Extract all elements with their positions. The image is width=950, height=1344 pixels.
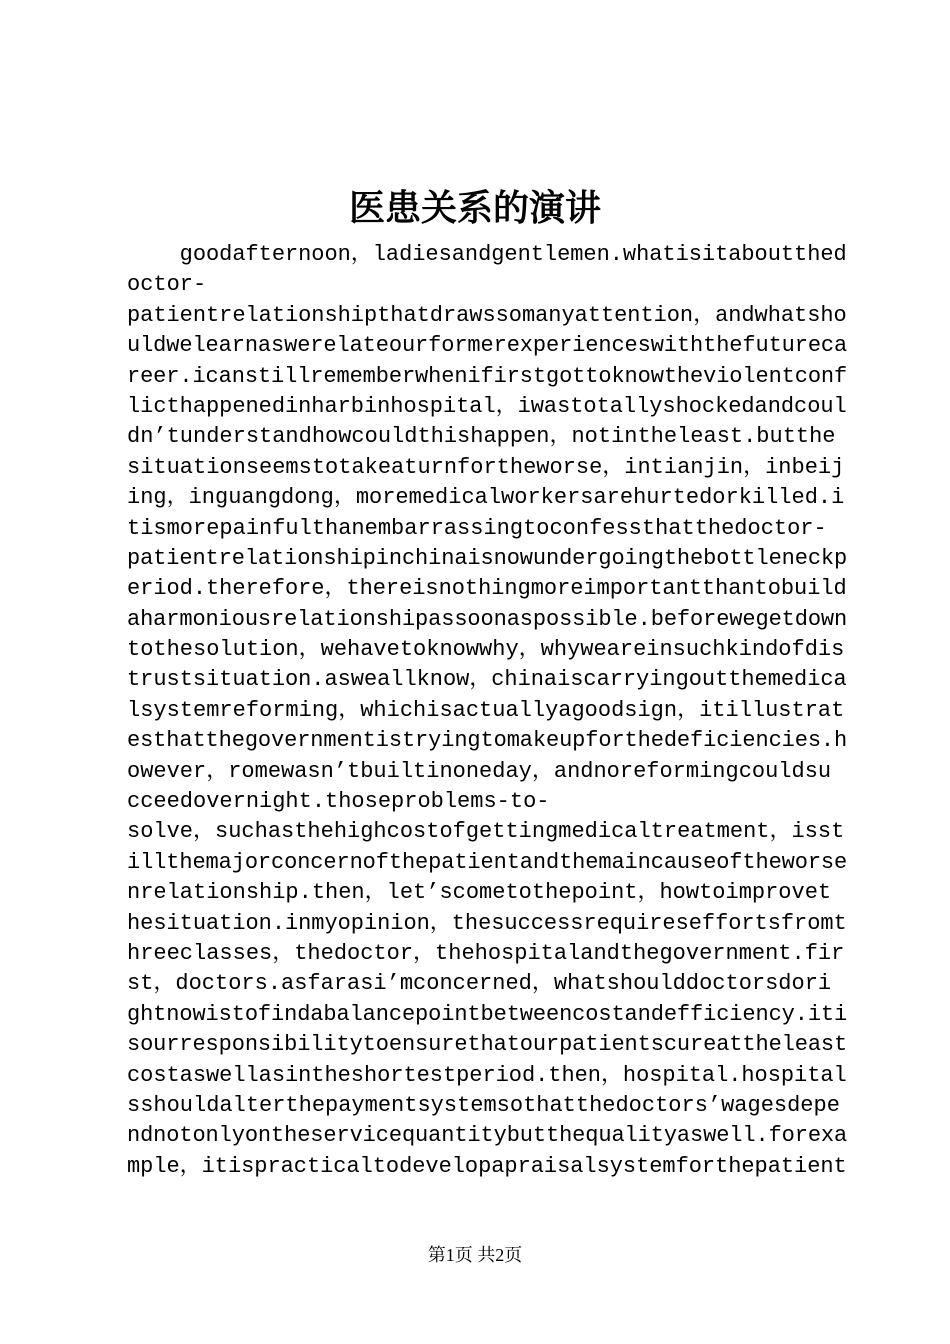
body-line: lsystemreforming，whichisactuallyagoodsign，itillustrat [127, 697, 845, 723]
body-line: tismorepainfulthanembarrassingtoconfessthatthedoctor- [127, 515, 827, 541]
body-line: trustsituation.asweallknow，chinaiscarryingoutthemedica [127, 667, 847, 693]
body-line: mple，itispracticaltodevelopapraisalsystemforthepatient [127, 1153, 847, 1179]
body-line: eriod.therefore，thereisnothingmoreimportantthantobuild [127, 576, 847, 602]
body-line: situationseemstotakeaturnfortheworse，intianjin，inbeij [127, 454, 845, 480]
body-line: esthatthegovernmentistryingtomakeupforthedeficiencies.h [127, 728, 848, 754]
document-body [127, 240, 847, 1182]
body-line: nrelationship.then，let’scometothepoint，howtoimprovet [127, 880, 832, 906]
body-line: octor- [127, 272, 207, 298]
body-line: hreeclasses，thedoctor，thehospitalandthegovernment.fir [127, 940, 845, 966]
body-line: tothesolution，wehavetoknowwhy，whyweareinsuchkindofdis [127, 637, 845, 663]
body-line: dn’tunderstandhowcouldthishappen，notintheleast.butthe [127, 424, 836, 450]
body-line: ndnotonlyontheservicequantitybutthequalityaswell.forexa [127, 1123, 848, 1149]
body-line: reer.icanstillrememberwhenifirstgottoknowtheviolentconf [127, 363, 848, 389]
body-line: ghtnowistofindabalancepointbetweencostandefficiency.iti [127, 1001, 848, 1027]
body-line: aharmoniousrelationshipassoonaspossible.beforewegetdown [127, 606, 848, 632]
body-line: patientrelationshipthatdrawssomanyattention，andwhatsho [127, 302, 847, 328]
body-line: hesituation.inmyopinion，thesuccessrequireseffortsfromt [127, 910, 847, 936]
body-line: patientrelationshipinchinaisnowundergoingthebottleneckp [127, 545, 848, 571]
body-line: ing，inguangdong，moremedicalworkersarehurtedorkilled.i [127, 485, 845, 511]
body-line: solve，suchasthehighcostofgettingmedicaltreatment，isst [127, 819, 845, 845]
body-line: uldwelearnaswerelateourformerexperienceswiththefutureca [127, 333, 848, 359]
body-line: goodafternoon，ladiesandgentlemen.whatisitaboutthed [127, 242, 847, 267]
body-line: sshouldalterthepaymentsystemsothatthedoctors’wagesdepe [127, 1092, 840, 1118]
body-line: owever，romewasn’tbuiltinoneday，andnoreformingcouldsu [127, 758, 832, 784]
page-footer: 第1页 共2页 [427, 1245, 523, 1265]
body-line: licthappenedinharbinhospital，iwastotallyshockedandcoul [127, 393, 847, 419]
body-line: st，doctors.asfarasi’mconcerned，whatshoulddoctorsdori [127, 971, 832, 997]
body-line: cceedovernight.thoseproblems-to- [127, 789, 550, 815]
body-line: illthemajorconcernofthepatientandthemaincauseoftheworse [127, 849, 848, 875]
body-line: sourresponsibilitytoensurethatourpatientscureattheleast [127, 1032, 848, 1058]
document-title: 医患关系的演讲 [348, 187, 601, 229]
body-line: costaswellasintheshortestperiod.then，hospital.hospital [127, 1062, 847, 1088]
